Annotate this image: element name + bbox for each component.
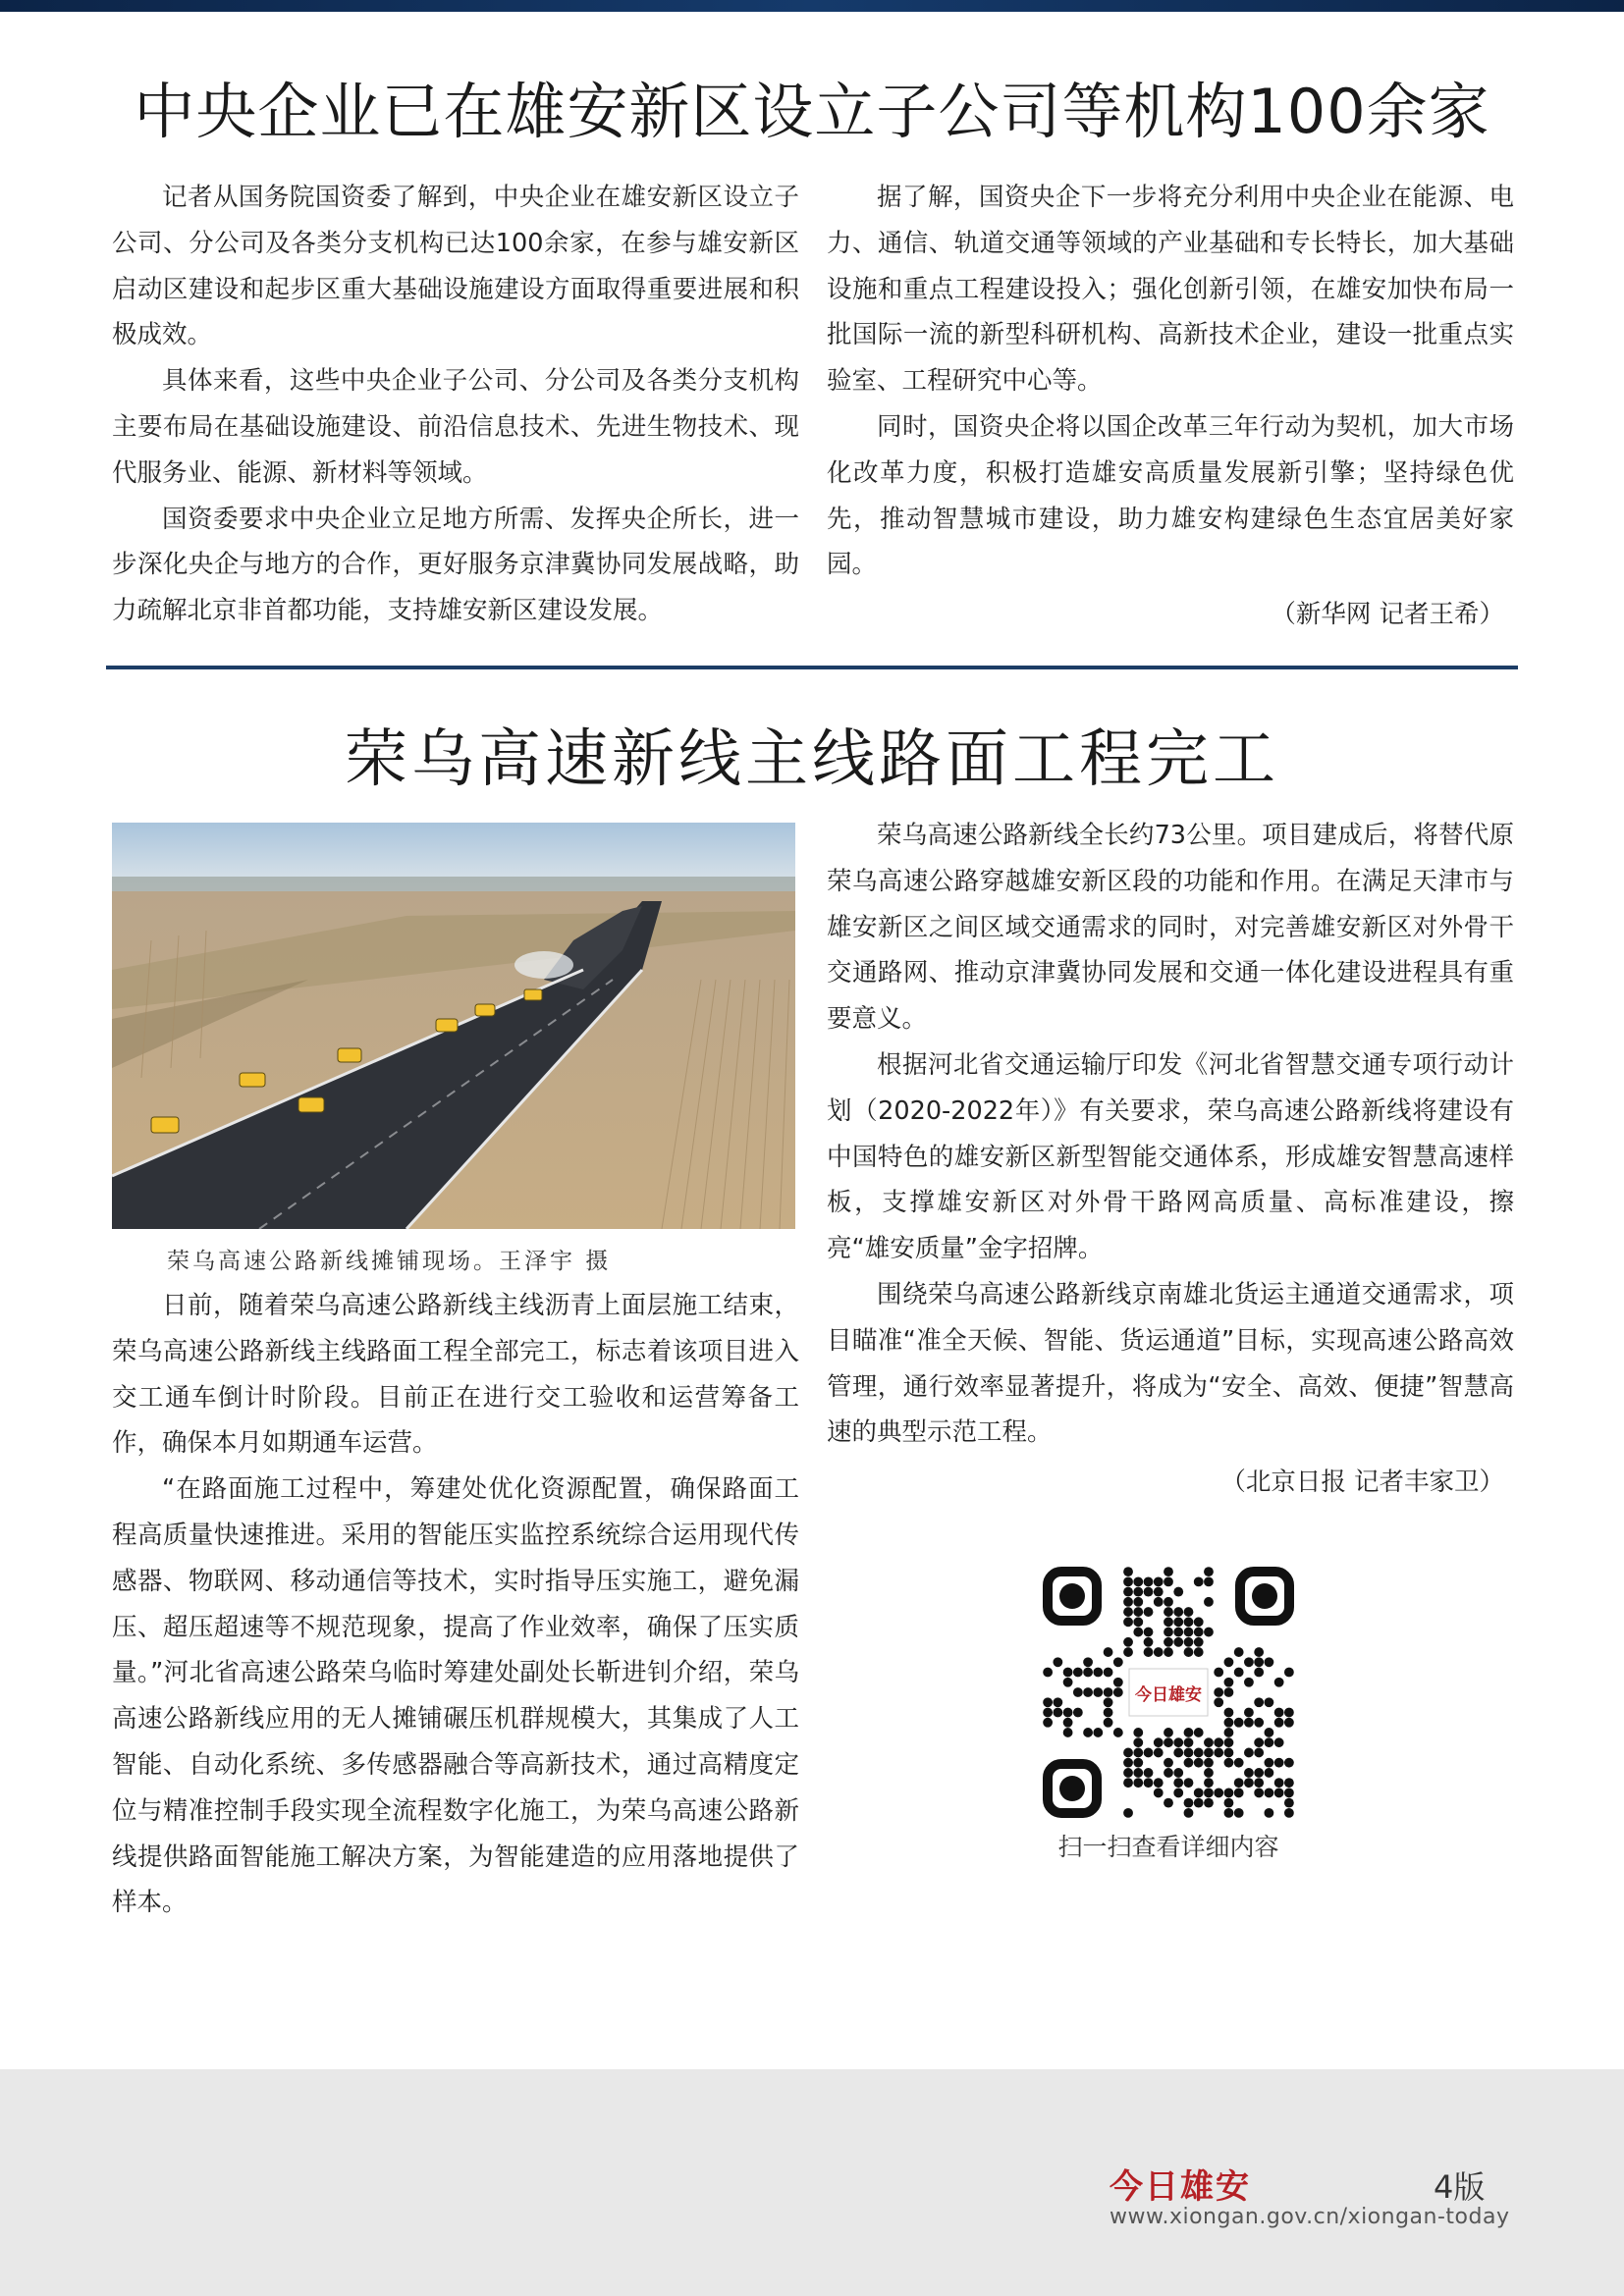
qr-module (1164, 1798, 1173, 1808)
qr-module (1204, 1798, 1214, 1808)
qr-scan-label: 扫一扫查看详细内容 (1057, 1833, 1279, 1861)
qr-module (1194, 1628, 1204, 1637)
qr-module (1073, 1668, 1083, 1678)
qr-module (1164, 1567, 1173, 1576)
qr-module (1133, 1607, 1143, 1617)
qr-module (1194, 1788, 1204, 1797)
qr-module (1173, 1737, 1183, 1747)
article2-right-column (827, 813, 1514, 1506)
qr-module (1173, 1587, 1183, 1597)
qr-module (1204, 1768, 1214, 1778)
qr-module (1214, 1687, 1223, 1697)
qr-module (1104, 1687, 1113, 1697)
qr-module (1254, 1668, 1264, 1678)
qr-module (1244, 1748, 1254, 1758)
qr-module (1173, 1617, 1183, 1627)
qr-module (1133, 1758, 1143, 1768)
qr-module (1144, 1628, 1154, 1637)
article2-paragraph: 荣乌高速公路新线全长约73公里。项目建成后，将替代原荣乌高速公路穿越雄安新区段的功能和作用。在满足天津市与雄安新区之间区域交通需求的同时，对完善雄安新区对外骨干交通路网、推动京津冀协同发展和交通一体化建设进程具有重要意义。 (827, 821, 1514, 1035)
article1-paragraph: 记者从国务院国资委了解到，中央企业在雄安新区设立子公司、分公司及各类分支机构已达100余家，在参与雄安新区启动区建设和起步区重大基础设施建设方面取得重要进展和积极成效。 (112, 183, 799, 350)
qr-module (1194, 1758, 1204, 1768)
qr-module (1063, 1668, 1073, 1678)
qr-module (1164, 1597, 1173, 1607)
qr-module (1164, 1637, 1173, 1647)
qr-module (1224, 1678, 1234, 1687)
qr-module (1133, 1576, 1143, 1586)
qr-module (1224, 1798, 1234, 1808)
qr-module (1274, 1778, 1284, 1788)
qr-module (1113, 1728, 1123, 1737)
qr-module (1123, 1647, 1133, 1657)
qr-module (1204, 1778, 1214, 1788)
article1-paragraph: 国资委要求中央企业立足地方所需、发挥央企所长，进一步深化央企与地方的合作，更好服务京津冀协同发展战略，助力疏解北京非首都功能，支持雄安新区建设发展。 (112, 504, 799, 626)
qr-module (1244, 1718, 1254, 1728)
article1-headline: 中央企业已在雄安新区设立子公司等机构100余家 (134, 76, 1490, 147)
qr-module (1234, 1647, 1244, 1657)
qr-module (1184, 1758, 1194, 1768)
qr-module (1164, 1647, 1173, 1657)
qr-module (1063, 1678, 1073, 1687)
qr-module (1244, 1768, 1254, 1778)
qr-module (1244, 1678, 1254, 1687)
qr-module (1254, 1657, 1264, 1667)
qr-module (1104, 1708, 1113, 1718)
qr-module (1274, 1678, 1284, 1687)
qr-module (1204, 1758, 1214, 1768)
qr-module (1184, 1628, 1194, 1637)
qr-module (1224, 1687, 1234, 1697)
footer-brand-logo: 今日雄安 (1110, 2167, 1251, 2207)
qr-module (1123, 1567, 1133, 1576)
qr-module (1284, 1788, 1294, 1797)
qr-module (1224, 1788, 1234, 1797)
qr-module (1133, 1737, 1143, 1747)
qr-module (1214, 1737, 1223, 1747)
qr-module (1073, 1708, 1083, 1718)
qr-module (1154, 1778, 1164, 1788)
qr-module (1264, 1758, 1273, 1768)
qr-module (1073, 1687, 1083, 1697)
article2-credit: （北京日报 记者丰家卫） (1220, 1468, 1504, 1498)
qr-module (1234, 1668, 1244, 1678)
article1-paragraph: 据了解，国资央企下一步将充分利用中央企业在能源、电力、通信、轨道交通等领域的产业基础和专长特长，加大基础设施和重点工程建设投入；强化创新引领，在雄安加快布局一批国际一流的新型科研机构、高新技术企业，建设一批重点实验室、工程研究中心等。 (827, 183, 1514, 397)
qr-module (1244, 1657, 1254, 1667)
qr-module (1204, 1788, 1214, 1797)
qr-module (1254, 1778, 1264, 1788)
qr-module (1154, 1587, 1164, 1597)
article1-paragraph: 具体来看，这些中央企业子公司、分公司及各类分支机构主要布局在基础设施建设、前沿信息技术、先进生物技术、现代服务业、能源、新材料等领域。 (112, 366, 799, 488)
qr-module (1284, 1798, 1294, 1808)
article2-left-column (112, 1283, 799, 1926)
qr-module (1254, 1647, 1264, 1657)
qr-module (1173, 1768, 1183, 1778)
top-banner-bar (0, 0, 1624, 12)
qr-module (1123, 1587, 1133, 1597)
qr-module (1224, 1728, 1234, 1737)
qr-module (1144, 1748, 1154, 1758)
qr-module (1123, 1637, 1133, 1647)
article1-right-column (827, 175, 1514, 638)
page-number: 4版 (1434, 2168, 1486, 2206)
qr-module (1234, 1718, 1244, 1728)
qr-module (1214, 1668, 1223, 1678)
qr-module (1184, 1737, 1194, 1747)
qr-module (1284, 1668, 1294, 1678)
qr-module (1284, 1808, 1294, 1818)
qr-module (1204, 1628, 1214, 1637)
qr-module (1133, 1768, 1143, 1778)
article2-headline: 荣乌高速新线主线路面工程完工 (345, 723, 1279, 796)
qr-module (1234, 1758, 1244, 1768)
qr-module (1274, 1718, 1284, 1728)
qr-module (1224, 1748, 1234, 1758)
qr-module (1154, 1737, 1164, 1747)
qr-module (1164, 1607, 1173, 1617)
qr-module (1264, 1808, 1273, 1818)
qr-module (1184, 1748, 1194, 1758)
qr-module (1164, 1737, 1173, 1747)
qr-module (1264, 1697, 1273, 1707)
qr-module (1123, 1768, 1133, 1778)
qr-module (1164, 1768, 1173, 1778)
qr-module (1194, 1798, 1204, 1808)
qr-module (1123, 1576, 1133, 1586)
article2-paragraph: 根据河北省交通运输厅印发《河北省智慧交通专项行动计划（2020-2022年）》有关要求，荣乌高速公路新线将建设有中国特色的雄安新区新型智能交通体系，形成雄安智慧高速样板，支撑雄安新区对外骨干路网高质量、高标准建设，擦亮“雄安质量”金字招牌。 (827, 1049, 1514, 1264)
qr-module (1104, 1647, 1113, 1657)
qr-module (1133, 1597, 1143, 1607)
qr-module (1144, 1587, 1154, 1597)
qr-module (1093, 1687, 1103, 1697)
article2-paragraph: “在路面施工过程中，筹建处优化资源配置，确保路面工程高质量快速推进。采用的智能压实监控系统综合运用现代传感器、物联网、移动通信等技术，实时指导压实施工，避免漏压、超压超速等不规范现象，提高了作业效率，确保了压实质量。”河北省高速公路荣乌临时筹建处副处长靳进钊介绍，荣乌高速公路新线应用的无人摊铺碾压机群规模大，其集成了人工智能、自动化系统、多传感器融合等高新技术，通过高精度定位与精准控制手段实现全流程数字化施工，为荣乌高速公路新线提供路面智能施工解决方案，为智能建造的应用落地提供了样本。 (112, 1474, 799, 1918)
qr-module (1224, 1737, 1234, 1747)
qr-module (1194, 1748, 1204, 1758)
qr-module (1234, 1778, 1244, 1788)
qr-module (1104, 1718, 1113, 1728)
qr-module (1184, 1637, 1194, 1647)
qr-module (1173, 1778, 1183, 1788)
qr-module (1113, 1657, 1123, 1667)
qr-module (1053, 1708, 1062, 1718)
qr-module (1184, 1607, 1194, 1617)
qr-module (1264, 1728, 1273, 1737)
qr-module (1043, 1668, 1053, 1678)
qr-module (1043, 1708, 1053, 1718)
qr-module (1164, 1758, 1173, 1768)
qr-module (1164, 1617, 1173, 1627)
qr-module (1144, 1778, 1154, 1788)
qr-module (1144, 1607, 1154, 1617)
qr-module (1184, 1778, 1194, 1788)
qr-module (1173, 1748, 1183, 1758)
qr-module (1083, 1728, 1093, 1737)
article1-paragraph: 同时，国资央企将以国企改革三年行动为契机，加大市场化改革力度，积极打造雄安高质量发展新引擎；坚持绿色优先，推动智慧城市建设，助力雄安构建绿色生态宜居美好家园。 (827, 411, 1514, 580)
qr-module (1254, 1697, 1264, 1707)
qr-module (1204, 1737, 1214, 1747)
article2-paragraph: 日前，随着荣乌高速公路新线主线沥青上面层施工结束，荣乌高速公路新线主线路面工程全部完工，标志着该项目进入交工通车倒计时阶段。目前正在进行交工验收和运营筹备工作，确保本月如期通车运营。 (112, 1291, 799, 1459)
footer-band (0, 2069, 1624, 2296)
qr-module (1194, 1728, 1204, 1737)
qr-module (1274, 1737, 1284, 1747)
section-divider (106, 666, 1518, 669)
qr-module (1274, 1758, 1284, 1768)
qr-module (1123, 1808, 1133, 1818)
qr-module (1244, 1778, 1254, 1788)
qr-module (1164, 1628, 1173, 1637)
qr-module (1184, 1617, 1194, 1627)
qr-module (1133, 1728, 1143, 1737)
qr-module (1104, 1668, 1113, 1678)
qr-module (1234, 1788, 1244, 1797)
qr-module (1224, 1758, 1234, 1768)
qr-module (1254, 1768, 1264, 1778)
qr-module (1264, 1737, 1273, 1747)
qr-module (1173, 1628, 1183, 1637)
qr-module (1254, 1748, 1264, 1758)
qr-module (1274, 1788, 1284, 1797)
article1-credit: （新华网 记者王希） (1271, 600, 1504, 630)
qr-module (1123, 1758, 1133, 1768)
qr-module (1154, 1597, 1164, 1607)
qr-module (1113, 1687, 1123, 1697)
qr-module (1264, 1788, 1273, 1797)
qr-module (1063, 1708, 1073, 1718)
qr-module (1194, 1617, 1204, 1627)
qr-module (1224, 1718, 1234, 1728)
qr-module (1173, 1788, 1183, 1797)
qr-module (1133, 1778, 1143, 1788)
qr-module (1083, 1687, 1093, 1697)
qr-module (1204, 1748, 1214, 1758)
qr-module (1284, 1708, 1294, 1718)
qr-module (1184, 1798, 1194, 1808)
qr-module (1224, 1808, 1234, 1818)
qr-module (1234, 1808, 1244, 1818)
qr-module (1093, 1728, 1103, 1737)
qr-module (1173, 1607, 1183, 1617)
qr-module (1274, 1708, 1284, 1718)
qr-module (1154, 1576, 1164, 1586)
qr-module (1133, 1628, 1143, 1637)
photo-caption: 荣乌高速公路新线摊铺现场。王泽宇 摄 (167, 1249, 612, 1274)
article2-paragraph: 围绕荣乌高速公路新线京南雄北货运主通道交通需求，项目瞄准“准全天候、智能、货运通道”目标，实现高速公路高效管理，通行效率显著提升，将成为“安全、高效、便捷”智慧高速的典型示范工程。 (827, 1279, 1514, 1448)
qr-module (1063, 1718, 1073, 1728)
qr-module (1144, 1637, 1154, 1647)
qr-module (1144, 1647, 1154, 1657)
qr-module (1133, 1587, 1143, 1597)
qr-module (1123, 1607, 1133, 1617)
qr-module (1043, 1697, 1053, 1707)
qr-module (1154, 1647, 1164, 1657)
qr-module (1244, 1708, 1254, 1718)
highway-paving-photo (112, 823, 795, 1229)
qr-module (1224, 1657, 1234, 1667)
qr-module (1053, 1657, 1062, 1667)
qr-module (1264, 1768, 1273, 1778)
qr-module (1123, 1617, 1133, 1627)
qr-module (1284, 1758, 1294, 1768)
qr-module (1083, 1657, 1093, 1667)
qr-module (1264, 1657, 1273, 1667)
qr-module (1144, 1768, 1154, 1778)
qr-module (1254, 1718, 1264, 1728)
qr-module (1204, 1597, 1214, 1607)
qr-center-logo: 今日雄安 (1135, 1685, 1202, 1705)
qr-module (1043, 1718, 1053, 1728)
qr-module (1284, 1718, 1294, 1728)
qr-module (1184, 1808, 1194, 1818)
qr-module (1254, 1737, 1264, 1747)
qr-module (1204, 1567, 1214, 1576)
article1-left-column (112, 175, 799, 634)
qr-module (1194, 1576, 1204, 1586)
qr-module (1224, 1708, 1234, 1718)
qr-module (1154, 1748, 1164, 1758)
qr-module (1204, 1576, 1214, 1586)
qr-module (1184, 1728, 1194, 1737)
qr-module (1104, 1697, 1113, 1707)
qr-code[interactable] (1043, 1567, 1294, 1818)
qr-module (1113, 1678, 1123, 1687)
qr-module (1194, 1647, 1204, 1657)
qr-module (1123, 1597, 1133, 1607)
qr-module (1254, 1788, 1264, 1797)
qr-module (1123, 1748, 1133, 1758)
qr-module (1053, 1697, 1062, 1707)
qr-module (1214, 1748, 1223, 1758)
qr-module (1144, 1576, 1154, 1586)
qr-module (1063, 1728, 1073, 1737)
qr-module (1164, 1576, 1173, 1586)
qr-module (1164, 1728, 1173, 1737)
qr-module (1173, 1637, 1183, 1647)
qr-module (1093, 1668, 1103, 1678)
qr-module (1133, 1617, 1143, 1627)
qr-module (1184, 1647, 1194, 1657)
qr-module (1123, 1778, 1133, 1788)
qr-module (1194, 1637, 1204, 1647)
qr-module (1284, 1778, 1294, 1788)
footer-url-link[interactable]: www.xiongan.gov.cn/xiongan-today (1110, 2205, 1510, 2229)
qr-module (1083, 1668, 1093, 1678)
qr-module (1133, 1748, 1143, 1758)
qr-module (1214, 1697, 1223, 1707)
qr-module (1154, 1788, 1164, 1797)
qr-module (1214, 1788, 1223, 1797)
